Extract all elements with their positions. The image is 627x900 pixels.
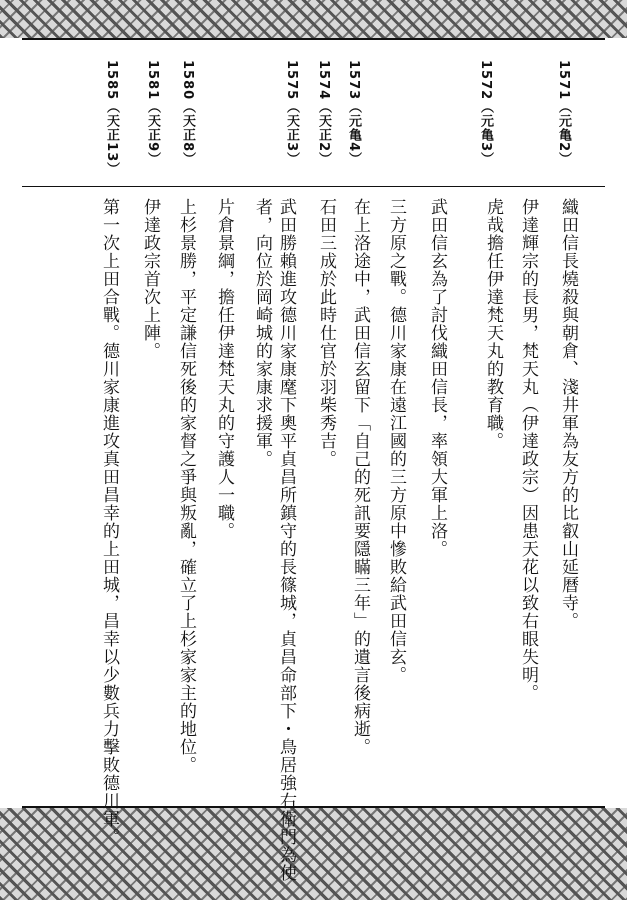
year-label: 1574（天正2） <box>316 60 331 167</box>
event-text: 伊達政宗首次上陣。 <box>140 198 160 360</box>
decorative-border-bottom <box>0 808 627 900</box>
event-text: 上杉景勝，平定謙信死後的家督之爭與叛亂，確立了上杉家家主的地位。 <box>176 198 196 774</box>
event-text: 在上洛途中，武田信玄留下「自己的死訊要隱瞞三年」的遺言後病逝。 <box>350 198 370 756</box>
event-text: 織田信長燒殺與朝倉、淺井軍為友方的比叡山延曆寺。 <box>558 198 578 630</box>
year-label: 1571（元亀2） <box>556 60 571 167</box>
year-label: 1581（天正9） <box>145 60 160 167</box>
event-text: 者，向位於岡崎城的家康求援軍。 <box>252 198 272 468</box>
year-label: 1580（天正8） <box>180 60 195 167</box>
decorative-border-top <box>0 0 627 38</box>
divider-top <box>22 38 605 40</box>
event-text: 伊達輝宗的長男，梵天丸（伊達政宗）因患天花以致右眼失明。 <box>518 198 538 702</box>
year-label: 1575（天正3） <box>284 60 299 167</box>
event-text: 第一次上田合戰。德川家康進攻真田昌幸的上田城，昌幸以少數兵力擊敗德川軍。 <box>99 198 119 846</box>
year-label: 1573（元亀4） <box>346 60 361 167</box>
year-label: 1585（天正13） <box>104 60 119 177</box>
event-text: 武田信玄為了討伐織田信長，率領大軍上洛。 <box>427 198 447 558</box>
year-label: 1572（元亀3） <box>478 60 493 167</box>
event-text: 武田勝賴進攻德川家康麾下奧平貞昌所鎮守的長篠城，貞昌命部下・鳥居強右衛門為使 <box>276 198 296 882</box>
event-text: 三方原之戰。德川家康在遠江國的三方原中慘敗給武田信玄。 <box>386 198 406 684</box>
event-text: 虎哉擔任伊達梵天丸的教育職。 <box>483 198 503 450</box>
divider-year-column <box>22 186 605 187</box>
event-text: 片倉景綱，擔任伊達梵天丸的守護人一職。 <box>214 198 234 540</box>
event-text: 石田三成於此時仕官於羽柴秀吉。 <box>316 198 336 468</box>
